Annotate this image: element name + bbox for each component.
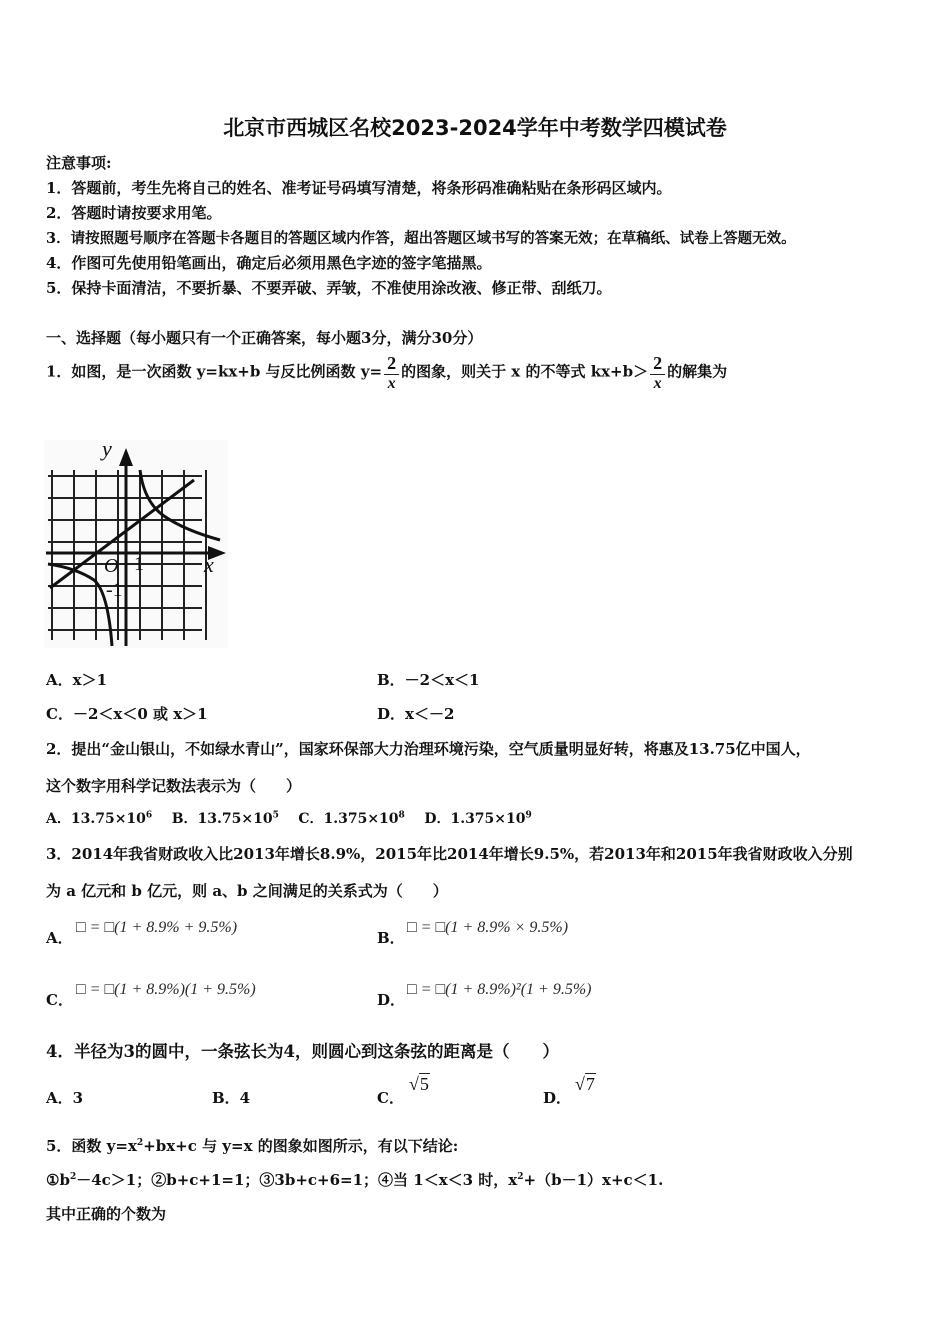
tick-label-neg-1: -1	[106, 579, 123, 601]
option-a: A．3	[46, 1089, 84, 1107]
question-5-stem: 5．函数 $y=x^2+bx+c$ 与 y=x 的图象如图所示，有以下结论:	[46, 1137, 459, 1155]
q1-text-part3: 的解集为	[667, 362, 728, 381]
option-d-sqrt: √7	[575, 1074, 595, 1094]
notice-item: 5．保持卡面清洁，不要折暴、不要弄破、弄皱，不准使用涂改液、修正带、刮纸刀。	[46, 279, 612, 297]
q1-text-part1: 1．如图，是一次函数 y=kx+b 与反比例函数 y=	[46, 362, 383, 381]
option-c-label: C．	[46, 991, 73, 1009]
option-a: A．x＞1	[46, 671, 108, 689]
question-2-stem-cont: 这个数字用科学记数法表示为（ ）	[46, 777, 302, 795]
option-c: C．$1.375\times 10^8$	[298, 810, 405, 827]
option-d: D．x＜－2	[377, 705, 455, 723]
page-title: 北京市西城区名校2023-2024学年中考数学四模试卷	[223, 116, 727, 140]
fraction-2-over-x: $\frac{2}{x}$	[650, 352, 665, 393]
notice-item: 1．答题前，考生先将自己的姓名、准考证号码填写清楚，将条形码准确粘贴在条形码区域内。	[46, 179, 672, 197]
notice-item: 2．答题时请按要求用笔。	[46, 204, 222, 222]
question-3-stem-cont: 为 a 亿元和 b 亿元，则 a、b 之间满足的关系式为（ ）	[46, 882, 448, 900]
function-graph	[44, 440, 228, 648]
question-3-stem: 3．2014年我省财政收入比2013年增长8.9%，2015年比2014年增长9.5%，若2013年和2015年我省财政收入分别	[46, 845, 853, 863]
question-1-stem	[46, 352, 727, 393]
option-d-label: D．	[543, 1089, 572, 1107]
option-d-label: D．	[377, 991, 406, 1009]
notice-item: 3．请按照题号顺序在答题卡各题目的答题区域内作答，超出答题区域书写的答案无效；在草稿纸、试卷上答题无效。	[46, 230, 796, 247]
option-c-label: C．	[377, 1089, 404, 1107]
option-c-formula: □ = □(1 + 8.9%)(1 + 9.5%)	[76, 981, 256, 998]
fraction-2-over-x: $\frac{2}{x}$	[384, 352, 399, 393]
option-a-formula: □ = □(1 + 8.9% + 9.5%)	[76, 919, 238, 936]
question-5-conclusions: $①b^2-4c>1$；②b+c+1=1；③3b+c+6=1；④当 1＜x＜3 时，$x^2+(b-1)x+c<1$.	[46, 1171, 664, 1189]
question-4-stem: 4．半径为3的圆中，一条弦长为4，则圆心到这条弦的距离是（ ）	[46, 1042, 559, 1061]
option-d-formula: □ = □(1 + 8.9%)²(1 + 9.5%)	[407, 981, 592, 998]
question-2-options	[46, 808, 532, 828]
section-heading: 一、选择题（每小题只有一个正确答案，每小题3分，满分30分）	[46, 329, 483, 347]
question-2-stem: 2．提出“金山银山，不如绿水青山”，国家环保部大力治理环境污染，空气质量明显好转，将惠及13.75亿中国人，	[46, 740, 811, 758]
option-c-sqrt: √5	[409, 1074, 429, 1094]
q1-text-part2: 的图象，则关于 x 的不等式 kx+b＞	[401, 362, 649, 381]
option-b: B．4	[212, 1089, 251, 1107]
x-axis-label: x	[204, 552, 214, 577]
question-5-final: 其中正确的个数为	[46, 1205, 167, 1223]
origin-label: O	[104, 555, 119, 577]
option-c: C．－2＜x＜0 或 x＞1	[46, 705, 208, 723]
tick-label-1: 1	[134, 553, 144, 575]
option-d: D．$1.375\times 10^9$	[424, 810, 532, 827]
option-b: B．$13.75\times 10^5$	[171, 810, 279, 827]
option-b-label: B．	[377, 929, 405, 947]
notice-item: 4．作图可先使用铅笔画出，确定后必须用黑色字迹的签字笔描黑。	[46, 254, 492, 272]
notice-heading: 注意事项:	[46, 154, 112, 172]
option-a: A．$13.75\times 10^6$	[46, 810, 153, 827]
option-b-formula: □ = □(1 + 8.9% × 9.5%)	[407, 919, 569, 936]
option-a-label: A．	[46, 929, 73, 947]
graph-background	[44, 440, 228, 648]
option-b: B．－2＜x＜1	[377, 671, 480, 689]
y-axis-label: y	[102, 440, 112, 461]
